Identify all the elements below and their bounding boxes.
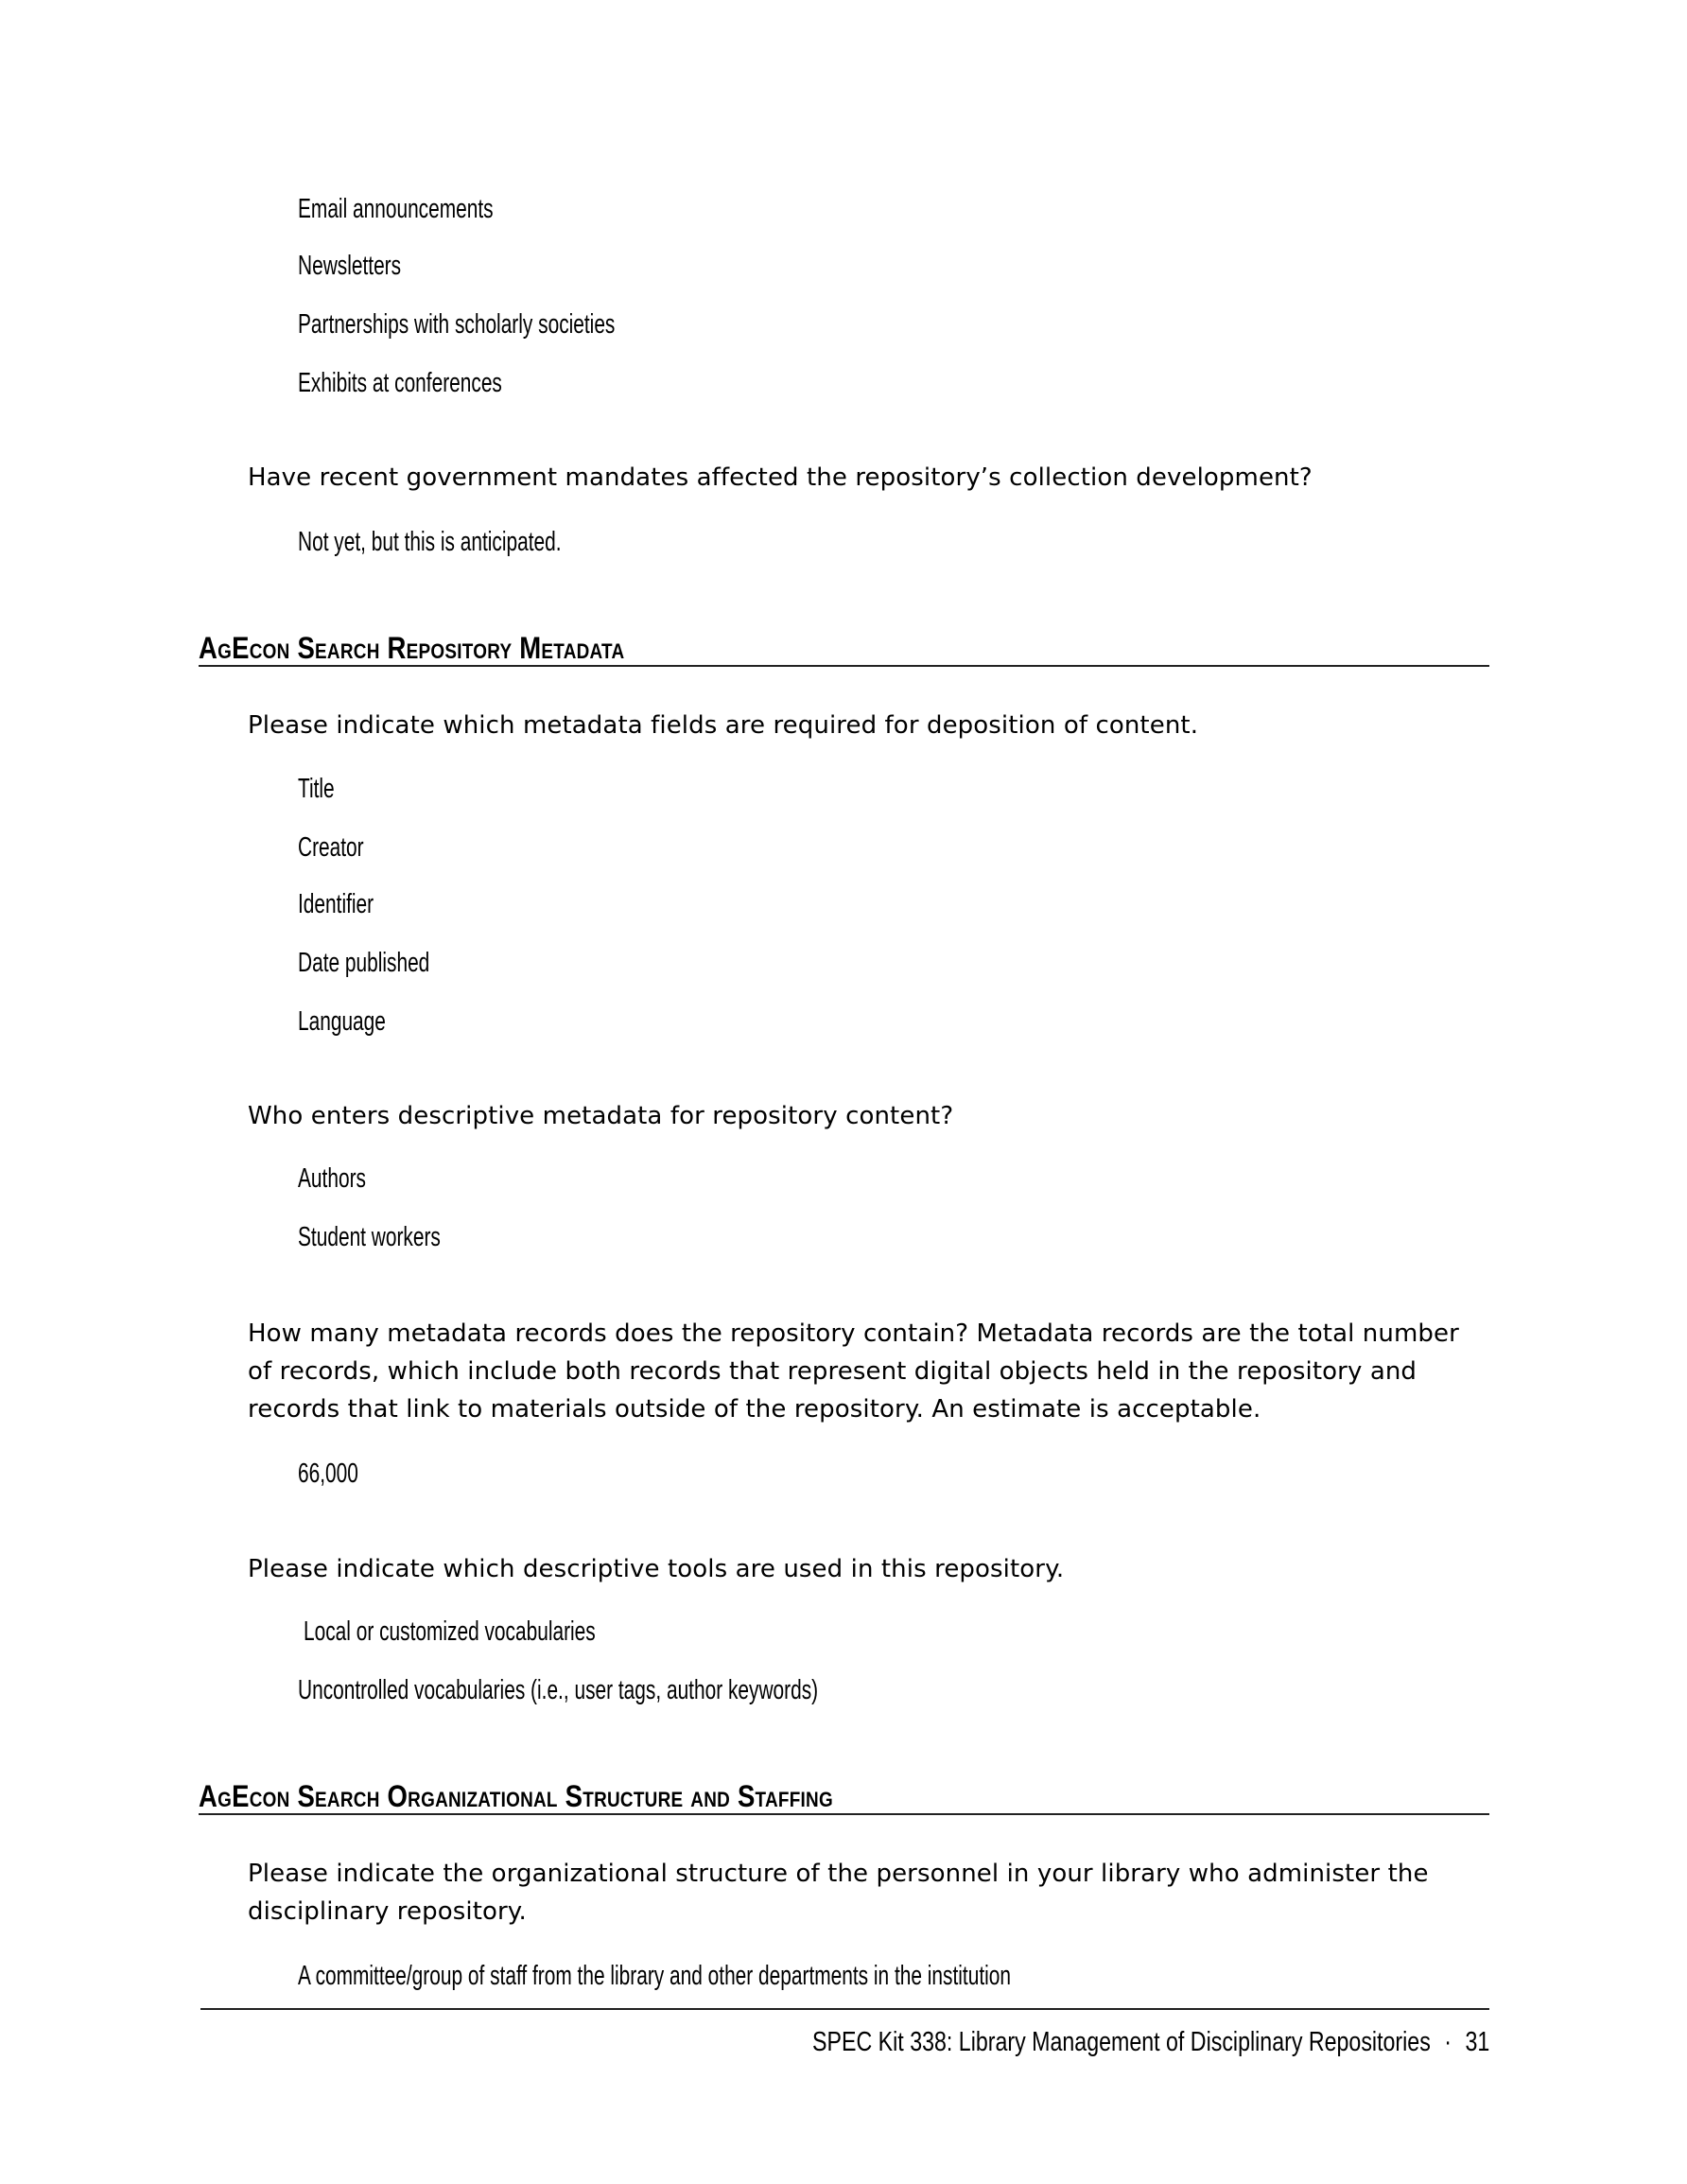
answer-item: Creator — [298, 832, 364, 863]
answer-value: 66,000 — [298, 1459, 358, 1489]
answer-item: Not yet, but this is anticipated. — [298, 527, 562, 557]
page-footer — [812, 2025, 1489, 2059]
page-number: 31 — [1465, 2027, 1489, 2057]
question-text: Please indicate which metadata fields are required for deposition of content. — [248, 711, 1199, 740]
answer-item: Student workers — [298, 1222, 441, 1252]
answer-item: Date published — [298, 948, 430, 978]
question-line: How many metadata records does the repository contain? Metadata records are the total number — [248, 1319, 1459, 1348]
answer-item: Partnerships with scholarly societies — [298, 309, 616, 340]
answer-item: Language — [298, 1006, 386, 1037]
footer-divider — [200, 2008, 1489, 2010]
section-divider — [199, 1813, 1489, 1815]
question-text: Have recent government mandates affected the repository’s collection development? — [248, 463, 1313, 492]
answer-item: Exhibits at conferences — [298, 368, 502, 398]
question-text: Please indicate which descriptive tools are used in this repository. — [248, 1555, 1065, 1583]
answer-item: Title — [298, 774, 335, 804]
answer-item: Local or customized vocabularies — [304, 1616, 596, 1647]
footer-separator: · — [1444, 2027, 1452, 2057]
question-line: disciplinary repository. — [248, 1897, 527, 1926]
section-heading: AgEcon Search Repository Metadata — [199, 631, 625, 665]
answer-item: A committee/group of staff from the library and other departments in the institution — [298, 1961, 1012, 1991]
answer-item: Email announcements — [298, 194, 494, 224]
answer-item: Uncontrolled vocabularies (i.e., user tags, author keywords) — [298, 1675, 819, 1705]
question-line: of records, which include both records that represent digital objects held in the repository and — [248, 1357, 1417, 1386]
answer-item: Authors — [298, 1163, 366, 1194]
section-divider — [199, 665, 1489, 667]
answer-item: Newsletters — [298, 251, 402, 281]
question-text — [248, 1855, 1429, 1931]
question-line: Please indicate the organizational structure of the personnel in your library who administer the — [248, 1860, 1429, 1888]
question-line: records that link to materials outside of the repository. An estimate is acceptable. — [248, 1395, 1261, 1424]
question-text — [248, 1315, 1459, 1428]
section-heading: AgEcon Search Organizational Structure and Staffing — [199, 1779, 833, 1813]
running-title: SPEC Kit 338: Library Management of Disciplinary Repositories — [811, 2027, 1431, 2057]
answer-item: Identifier — [298, 889, 374, 919]
question-text: Who enters descriptive metadata for repository content? — [248, 1102, 954, 1130]
